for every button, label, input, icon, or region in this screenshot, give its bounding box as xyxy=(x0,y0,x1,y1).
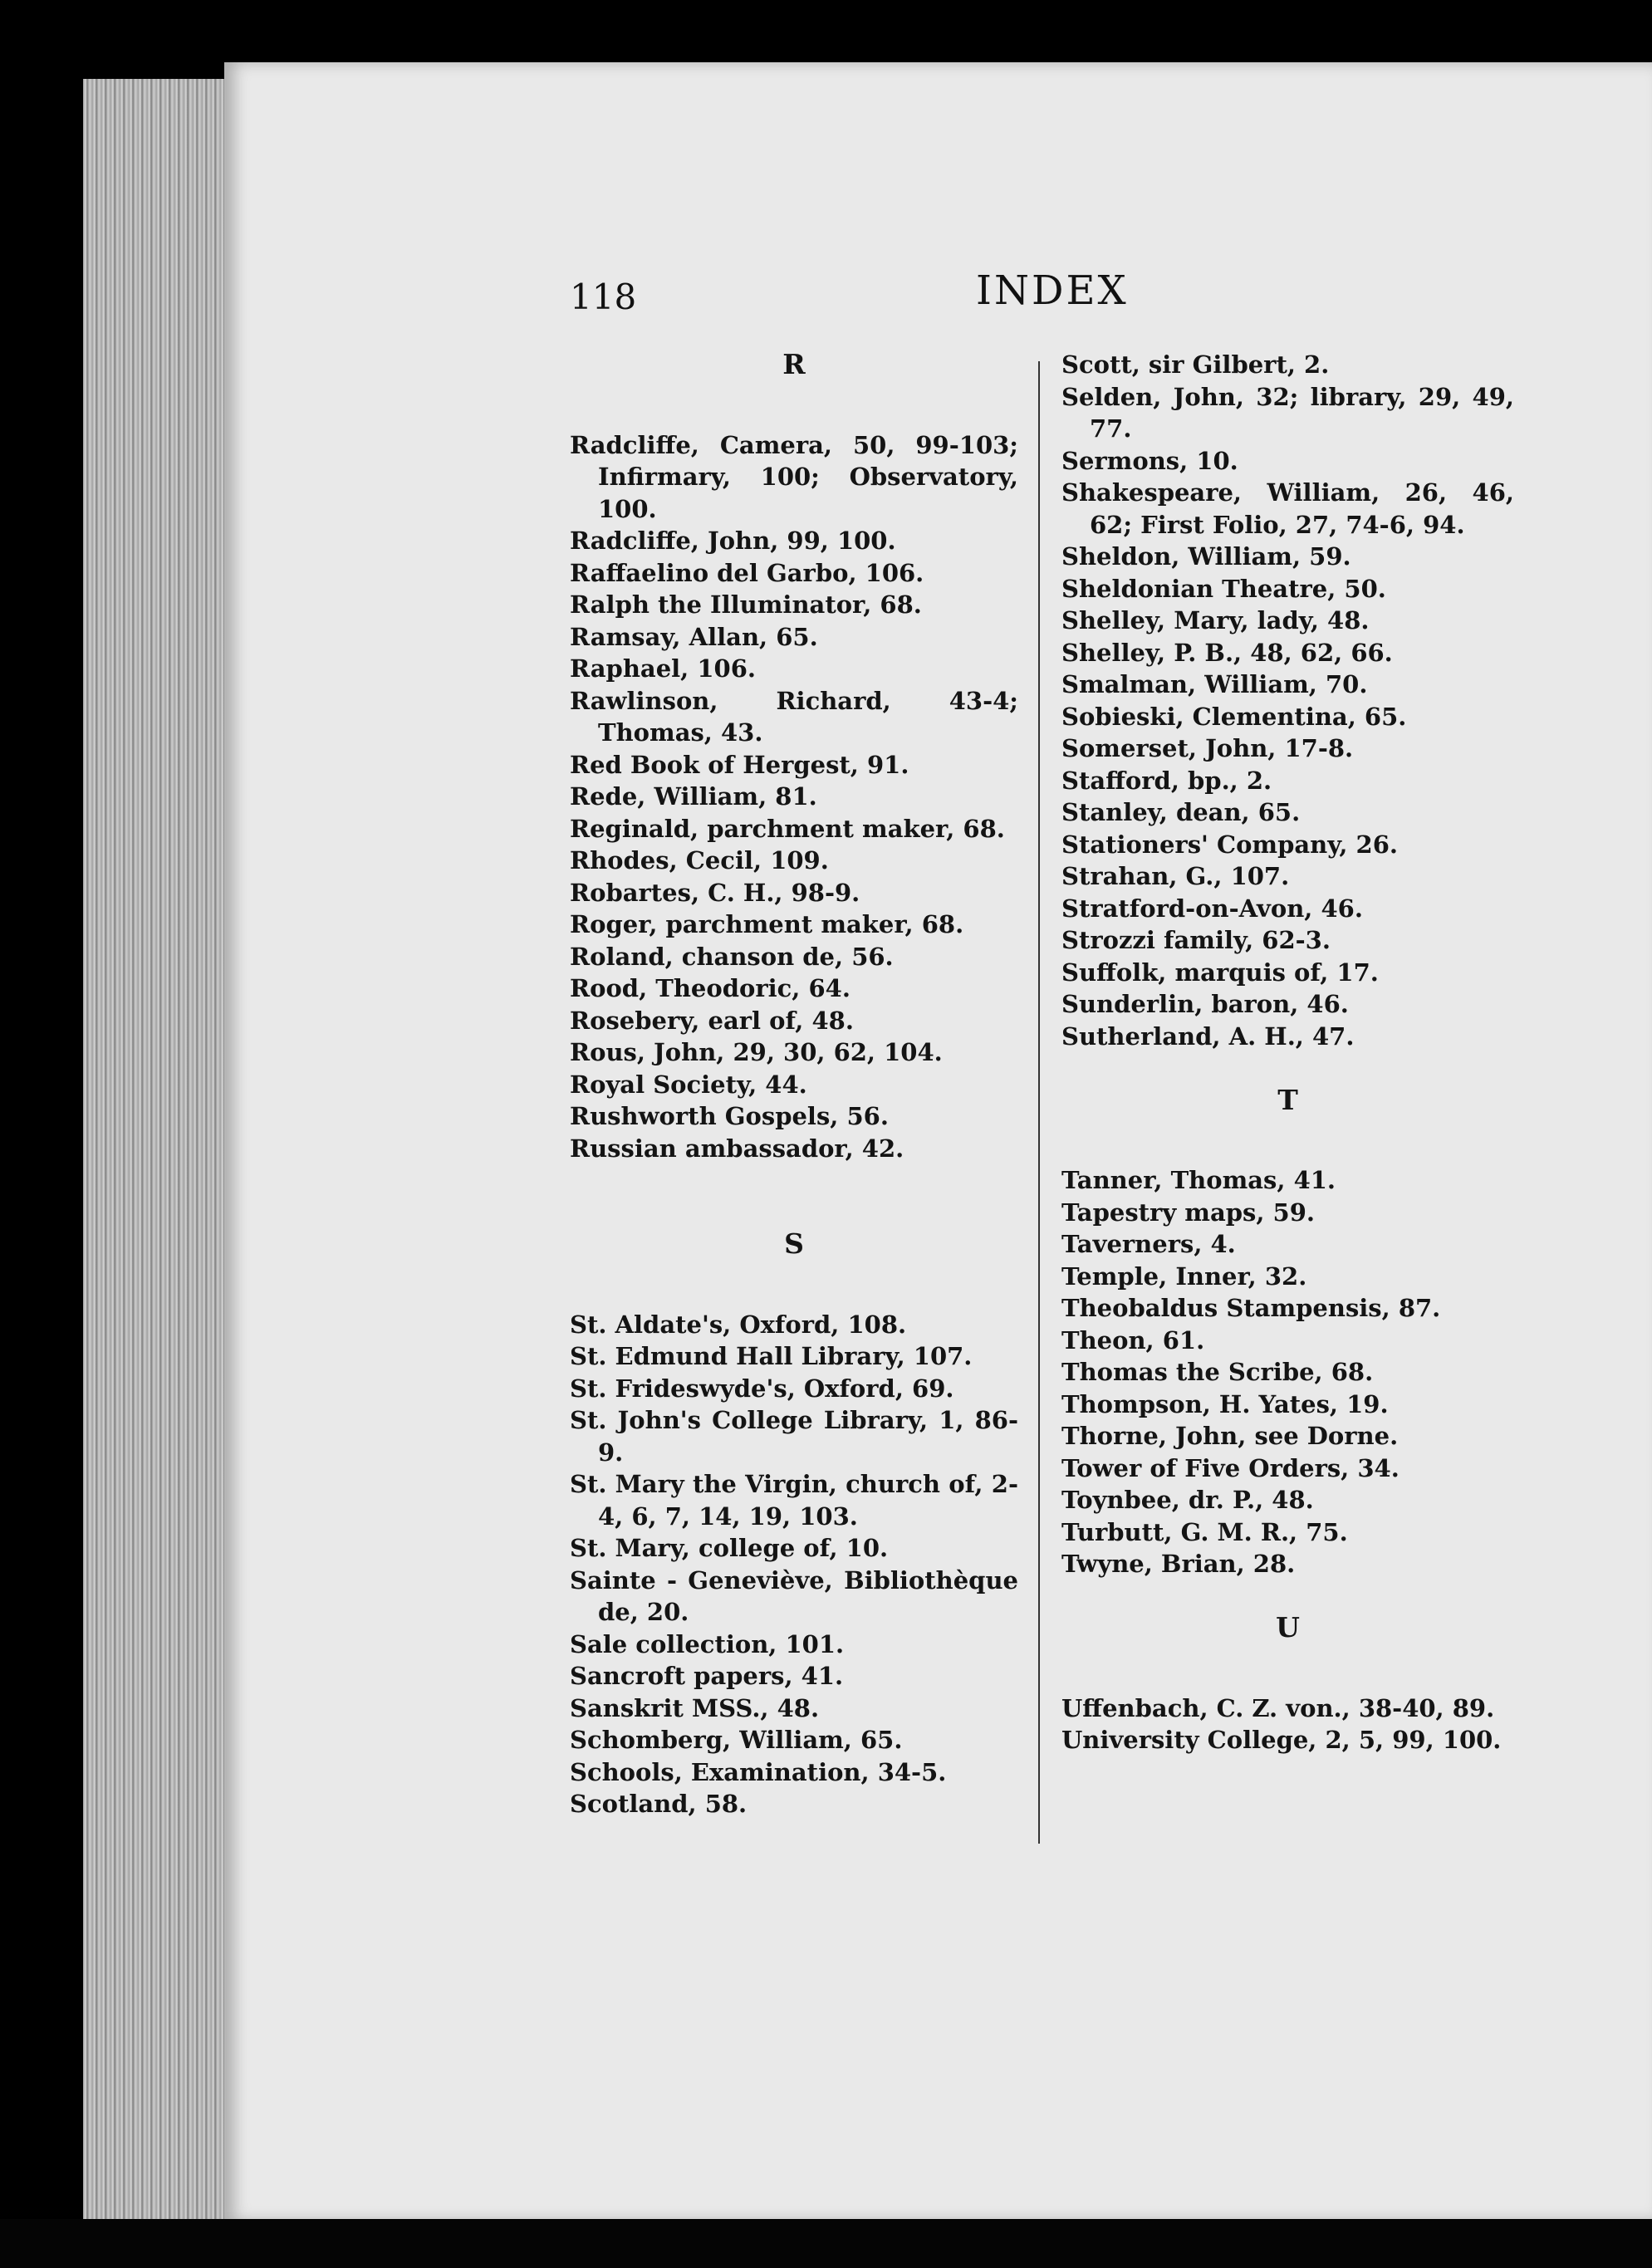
page-number: 118 xyxy=(570,277,637,317)
index-column-left xyxy=(570,349,1018,1820)
index-entry: Temple, Inner, 32. xyxy=(1061,1261,1307,1291)
index-entry: Thomas the Scribe, 68. xyxy=(1061,1358,1374,1386)
section-t-entries xyxy=(1061,1164,1514,1580)
index-entry: Sale collection, 101. xyxy=(570,1629,845,1658)
index-entry: Sanskrit MSS., 48. xyxy=(570,1693,820,1722)
index-entry: Sunderlin, baron, 46. xyxy=(1061,990,1349,1018)
index-entry: Sancroft papers, 41. xyxy=(570,1662,844,1690)
scan-bottom-border xyxy=(0,2219,1652,2268)
index-entry: Rhodes, Cecil, 109. xyxy=(570,846,829,874)
index-entry: Uffenbach, C. Z. von., 38-40, 89. xyxy=(1061,1693,1495,1722)
index-entry: St. Aldate's, Oxford, 108. xyxy=(570,1310,907,1339)
section-letter-r: R xyxy=(782,348,806,380)
index-entry: Ramsay, Allan, 65. xyxy=(570,622,818,651)
index-entry: Robartes, C. H., 98-9. xyxy=(570,878,860,907)
index-entry: Stratford-on-Avon, 46. xyxy=(1061,894,1363,923)
index-entry: Tapestry maps, 59. xyxy=(1061,1198,1315,1227)
index-entry: Sheldon, William, 59. xyxy=(1061,542,1351,571)
index-entry: Rous, John, 29, 30, 62, 104. xyxy=(570,1038,943,1066)
index-entry: Shelley, Mary, lady, 48. xyxy=(1061,606,1370,634)
index-entry: University College, 2, 5, 99, 100. xyxy=(1061,1726,1502,1754)
index-entry: Turbutt, G. M. R., 75. xyxy=(1061,1517,1348,1546)
index-entry: Theon, 61. xyxy=(1061,1325,1205,1354)
index-entry: Somerset, John, 17-8. xyxy=(1061,734,1354,762)
index-entry: Stafford, bp., 2. xyxy=(1061,766,1272,795)
index-entry: Roger, parchment maker, 68. xyxy=(570,910,964,938)
index-entry: St. Mary, college of, 10. xyxy=(570,1534,889,1562)
index-entry: Sobieski, Clementina, 65. xyxy=(1061,702,1407,731)
index-entry: Suffolk, marquis of, 17. xyxy=(1061,958,1379,987)
index-entry: Rawlinson, Richard, 43-4; Thomas, 43. xyxy=(570,686,1018,747)
index-entry: Tanner, Thomas, 41. xyxy=(1061,1166,1336,1194)
index-entry: Rosebery, earl of, 48. xyxy=(570,1006,854,1035)
index-entry: Scott, sir Gilbert, 2. xyxy=(1061,350,1330,379)
index-entry: Shakespeare, William, 26, 46, 62; First Folio, 27, 74-6, 94. xyxy=(1061,478,1514,539)
index-entry: Twyne, Brian, 28. xyxy=(1061,1550,1296,1578)
index-entry: Thorne, John, see Dorne. xyxy=(1061,1422,1399,1450)
index-entry: St. Mary the Virgin, church of, 2-4, 6, 7, 14, 19, 103. xyxy=(570,1470,1018,1531)
index-entry: St. Edmund Hall Library, 107. xyxy=(570,1342,973,1370)
section-letter-u: U xyxy=(1276,1611,1300,1643)
index-entry: Royal Society, 44. xyxy=(570,1070,807,1099)
index-entry: St. Frideswyde's, Oxford, 69. xyxy=(570,1374,954,1403)
index-entry: Stanley, dean, 65. xyxy=(1061,798,1301,826)
index-entry: Strahan, G., 107. xyxy=(1061,862,1290,890)
index-entry: Roland, chanson de, 56. xyxy=(570,942,894,971)
index-entry: Schools, Examination, 34-5. xyxy=(570,1757,947,1786)
index-entry: Russian ambassador, 42. xyxy=(570,1134,904,1163)
index-entry: Sheldonian Theatre, 50. xyxy=(1061,574,1386,603)
index-entry: Sermons, 10. xyxy=(1061,446,1238,475)
section-letter-s: S xyxy=(784,1227,804,1260)
column-divider xyxy=(1038,361,1040,1844)
index-entry: Reginald, parchment maker, 68. xyxy=(570,814,1005,843)
section-s-continued-entries xyxy=(1061,349,1514,1052)
index-entry: Taverners, 4. xyxy=(1061,1230,1236,1258)
index-entry: Radcliffe, John, 99, 100. xyxy=(570,527,896,555)
section-r-entries xyxy=(570,429,1018,1165)
index-entry: Raphael, 106. xyxy=(570,654,756,683)
section-letter-t: T xyxy=(1277,1083,1298,1116)
section-u-entries xyxy=(1061,1692,1514,1756)
index-entry: St. John's College Library, 1, 86-9. xyxy=(570,1406,1018,1467)
index-entry: Selden, John, 32; library, 29, 49, 77. xyxy=(1061,382,1514,443)
index-entry: Thompson, H. Yates, 19. xyxy=(1061,1389,1389,1418)
section-s-entries xyxy=(570,1309,1018,1820)
index-entry: Raffaelino del Garbo, 106. xyxy=(570,558,924,587)
index-entry: Schomberg, William, 65. xyxy=(570,1726,903,1754)
index-entry: Strozzi family, 62-3. xyxy=(1061,926,1331,954)
index-entry: Sutherland, A. H., 47. xyxy=(1061,1021,1355,1051)
index-entry: Theobaldus Stampensis, 87. xyxy=(1061,1294,1441,1322)
index-entry: Scotland, 58. xyxy=(570,1790,748,1818)
index-entry: Tower of Five Orders, 34. xyxy=(1061,1453,1400,1482)
index-entry: Shelley, P. B., 48, 62, 66. xyxy=(1061,638,1393,667)
index-entry: Rood, Theodoric, 64. xyxy=(570,974,851,1002)
index-entry: Sainte - Geneviève, Bibliothèque de, 20. xyxy=(570,1565,1018,1626)
page-title: INDEX xyxy=(976,267,1129,314)
index-entry: Rede, William, 81. xyxy=(570,782,817,811)
index-entry: Stationers' Company, 26. xyxy=(1061,830,1398,859)
index-entry: Smalman, William, 70. xyxy=(1061,670,1368,698)
index-entry: Red Book of Hergest, 91. xyxy=(570,750,909,779)
index-entry: Ralph the Illuminator, 68. xyxy=(570,590,922,619)
index-entry: Radcliffe, Camera, 50, 99-103; Infirmary, 100; Observatory, 100. xyxy=(570,430,1018,523)
index-column-right xyxy=(1061,349,1514,1756)
index-entry: Rushworth Gospels, 56. xyxy=(570,1102,889,1130)
index-entry: Toynbee, dr. P., 48. xyxy=(1061,1486,1314,1514)
